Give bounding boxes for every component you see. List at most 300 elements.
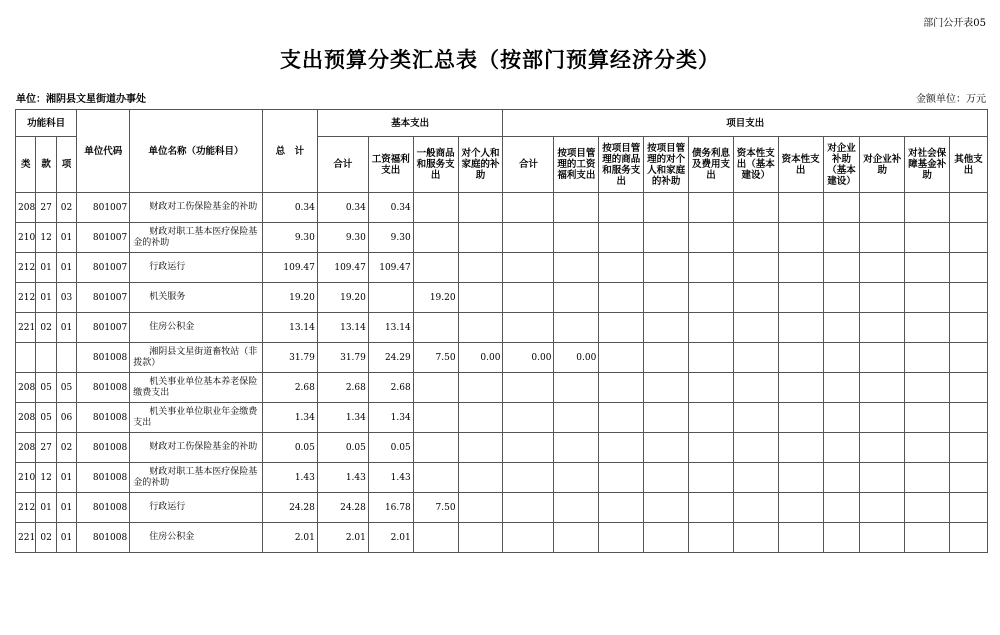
kuan-cell: 12 <box>36 223 56 253</box>
table-row <box>16 253 988 283</box>
table-row <box>16 223 988 253</box>
unit-code-cell: 801007 <box>77 313 130 343</box>
lei-cell: 210 <box>16 223 36 253</box>
goods-cell <box>413 223 458 253</box>
unit-name-cell <box>130 253 263 283</box>
header-capital-basic: 资本性支出（基本建设） <box>733 137 778 193</box>
kuan-cell <box>36 343 56 373</box>
basic-sum-cell: 2.01 <box>317 523 368 553</box>
empty-cell <box>950 433 988 463</box>
wage-cell: 2.68 <box>368 373 413 403</box>
empty-cell <box>599 433 644 463</box>
lei-cell: 208 <box>16 373 36 403</box>
project-wage-cell: 0.00 <box>554 343 599 373</box>
header-project-sum: 合计 <box>503 137 554 193</box>
empty-cell <box>689 493 734 523</box>
goods-cell <box>413 193 458 223</box>
empty-cell <box>860 193 905 223</box>
kuan-cell: 05 <box>36 373 56 403</box>
unit-code-cell: 801007 <box>77 253 130 283</box>
wage-cell: 1.34 <box>368 403 413 433</box>
project-wage-cell <box>554 283 599 313</box>
personal-cell <box>458 493 503 523</box>
unit-code-cell: 801007 <box>77 223 130 253</box>
header-debt-interest: 债务利息及费用支出 <box>689 137 734 193</box>
unit-name-text: 机关事业单位职业年金缴费支出 <box>133 406 258 428</box>
wage-cell: 9.30 <box>368 223 413 253</box>
project-sum-cell <box>503 523 554 553</box>
unit-name-text: 财政对职工基本医疗保险基金的补助 <box>133 466 258 488</box>
empty-cell <box>860 373 905 403</box>
kuan-cell: 02 <box>36 523 56 553</box>
xiang-cell: 02 <box>56 433 76 463</box>
empty-cell <box>644 433 689 463</box>
empty-cell <box>599 343 644 373</box>
unit-name-text: 行政运行 <box>149 262 186 272</box>
empty-cell <box>778 373 823 403</box>
empty-cell <box>950 493 988 523</box>
empty-cell <box>823 403 860 433</box>
empty-cell <box>905 523 950 553</box>
empty-cell <box>644 253 689 283</box>
table-row <box>16 283 988 313</box>
total-cell: 2.68 <box>262 373 317 403</box>
empty-cell <box>860 223 905 253</box>
empty-cell <box>599 283 644 313</box>
personal-cell <box>458 283 503 313</box>
xiang-cell: 01 <box>56 223 76 253</box>
xiang-cell: 01 <box>56 313 76 343</box>
lei-cell <box>16 343 36 373</box>
empty-cell <box>950 523 988 553</box>
header-project-personal: 按项目管理的对个人和家庭的补助 <box>644 137 689 193</box>
lei-cell: 208 <box>16 433 36 463</box>
kuan-cell: 05 <box>36 403 56 433</box>
unit-code-cell: 801008 <box>77 433 130 463</box>
empty-cell <box>644 313 689 343</box>
project-sum-cell <box>503 433 554 463</box>
empty-cell <box>644 493 689 523</box>
empty-cell <box>778 433 823 463</box>
header-social-security: 对社会保障基金补助 <box>905 137 950 193</box>
empty-cell <box>905 493 950 523</box>
empty-cell <box>599 493 644 523</box>
personal-cell <box>458 223 503 253</box>
empty-cell <box>860 493 905 523</box>
empty-cell <box>599 373 644 403</box>
goods-cell <box>413 403 458 433</box>
unit-name-cell <box>130 313 263 343</box>
basic-sum-cell: 13.14 <box>317 313 368 343</box>
empty-cell <box>599 403 644 433</box>
empty-cell <box>860 343 905 373</box>
empty-cell <box>823 433 860 463</box>
total-cell: 9.30 <box>262 223 317 253</box>
empty-cell <box>689 253 734 283</box>
unit-name-text: 湘阴县文星街道畜牧站（非拨款） <box>133 346 258 368</box>
project-sum-cell <box>503 313 554 343</box>
empty-cell <box>778 193 823 223</box>
header-basic-sum: 合计 <box>317 137 368 193</box>
xiang-cell: 03 <box>56 283 76 313</box>
project-sum-cell: 0.00 <box>503 343 554 373</box>
kuan-cell: 02 <box>36 313 56 343</box>
header-unit-code: 单位代码 <box>77 110 130 193</box>
basic-sum-cell: 19.20 <box>317 283 368 313</box>
basic-sum-cell: 24.28 <box>317 493 368 523</box>
header-personal-subsidy: 对个人和家庭的补助 <box>458 137 503 193</box>
lei-cell: 208 <box>16 403 36 433</box>
empty-cell <box>860 463 905 493</box>
empty-cell <box>778 493 823 523</box>
kuan-cell: 12 <box>36 463 56 493</box>
table-body <box>16 193 988 553</box>
page-title: 支出预算分类汇总表（按部门预算经济分类） <box>280 47 720 72</box>
empty-cell <box>905 343 950 373</box>
unit-label: 单位：湘阴县文星街道办事处 <box>16 94 146 105</box>
lei-cell: 221 <box>16 313 36 343</box>
empty-cell <box>823 463 860 493</box>
empty-cell <box>733 223 778 253</box>
personal-cell <box>458 463 503 493</box>
header-goods-services: 一般商品和服务支出 <box>413 137 458 193</box>
kuan-cell: 01 <box>36 283 56 313</box>
unit-name-text: 财政对工伤保险基金的补助 <box>149 202 258 212</box>
empty-cell <box>733 493 778 523</box>
personal-cell <box>458 373 503 403</box>
empty-cell <box>905 313 950 343</box>
unit-code-cell: 801008 <box>77 403 130 433</box>
goods-cell <box>413 463 458 493</box>
personal-cell <box>458 253 503 283</box>
unit-name-cell <box>130 433 263 463</box>
kuan-cell: 27 <box>36 433 56 463</box>
project-sum-cell <box>503 283 554 313</box>
empty-cell <box>644 343 689 373</box>
header-wage: 工资福利支出 <box>368 137 413 193</box>
empty-cell <box>778 223 823 253</box>
empty-cell <box>950 373 988 403</box>
project-sum-cell <box>503 493 554 523</box>
personal-cell <box>458 433 503 463</box>
empty-cell <box>823 373 860 403</box>
table-row <box>16 373 988 403</box>
unit-name-cell <box>130 523 263 553</box>
lei-cell: 208 <box>16 193 36 223</box>
goods-cell: 19.20 <box>413 283 458 313</box>
empty-cell <box>644 283 689 313</box>
empty-cell <box>733 253 778 283</box>
table-row <box>16 193 988 223</box>
empty-cell <box>950 223 988 253</box>
table-row <box>16 463 988 493</box>
unit-name-text: 财政对工伤保险基金的补助 <box>149 442 258 452</box>
header-enterprise: 对企业补助 <box>860 137 905 193</box>
lei-cell: 212 <box>16 283 36 313</box>
empty-cell <box>950 283 988 313</box>
header-function-subject: 功能科目 <box>16 110 77 137</box>
goods-cell <box>413 253 458 283</box>
header-project-goods: 按项目管理的商品和服务支出 <box>599 137 644 193</box>
xiang-cell: 01 <box>56 253 76 283</box>
empty-cell <box>905 403 950 433</box>
basic-sum-cell: 9.30 <box>317 223 368 253</box>
project-wage-cell <box>554 193 599 223</box>
budget-table <box>15 109 988 553</box>
empty-cell <box>778 403 823 433</box>
empty-cell <box>905 223 950 253</box>
unit-name-cell <box>130 193 263 223</box>
unit-code-cell: 801007 <box>77 283 130 313</box>
empty-cell <box>778 283 823 313</box>
unit-name-cell <box>130 403 263 433</box>
project-wage-cell <box>554 403 599 433</box>
empty-cell <box>950 463 988 493</box>
goods-cell: 7.50 <box>413 493 458 523</box>
empty-cell <box>905 463 950 493</box>
unit-code-cell: 801008 <box>77 373 130 403</box>
wage-cell: 16.78 <box>368 493 413 523</box>
personal-cell <box>458 403 503 433</box>
empty-cell <box>905 433 950 463</box>
empty-cell <box>599 223 644 253</box>
header-total: 总 计 <box>262 110 317 193</box>
empty-cell <box>599 253 644 283</box>
empty-cell <box>823 343 860 373</box>
total-cell: 0.34 <box>262 193 317 223</box>
kuan-cell: 01 <box>36 253 56 283</box>
unit-name-text: 财政对职工基本医疗保险基金的补助 <box>133 226 258 248</box>
basic-sum-cell: 2.68 <box>317 373 368 403</box>
project-wage-cell <box>554 373 599 403</box>
unit-name-text: 住房公积金 <box>149 532 195 542</box>
table-row <box>16 313 988 343</box>
xiang-cell: 05 <box>56 373 76 403</box>
empty-cell <box>778 523 823 553</box>
xiang-cell: 06 <box>56 403 76 433</box>
empty-cell <box>689 373 734 403</box>
wage-cell <box>368 283 413 313</box>
empty-cell <box>644 193 689 223</box>
unit-code-cell: 801008 <box>77 463 130 493</box>
project-wage-cell <box>554 433 599 463</box>
project-sum-cell <box>503 463 554 493</box>
wage-cell: 109.47 <box>368 253 413 283</box>
header-unit-name: 单位名称（功能科目） <box>130 110 263 193</box>
project-wage-cell <box>554 463 599 493</box>
lei-cell: 212 <box>16 253 36 283</box>
basic-sum-cell: 1.34 <box>317 403 368 433</box>
empty-cell <box>950 403 988 433</box>
project-sum-cell <box>503 253 554 283</box>
empty-cell <box>733 433 778 463</box>
xiang-cell <box>56 343 76 373</box>
unit-name-cell <box>130 493 263 523</box>
table-row <box>16 403 988 433</box>
table-row <box>16 433 988 463</box>
personal-cell <box>458 193 503 223</box>
total-cell: 19.20 <box>262 283 317 313</box>
unit-name-cell <box>130 343 263 373</box>
amount-unit-label: 金额单位：万元 <box>916 94 986 105</box>
empty-cell <box>823 283 860 313</box>
wage-cell: 2.01 <box>368 523 413 553</box>
empty-cell <box>733 523 778 553</box>
basic-sum-cell: 1.43 <box>317 463 368 493</box>
empty-cell <box>689 283 734 313</box>
table-row <box>16 523 988 553</box>
unit-name-text: 行政运行 <box>149 502 186 512</box>
empty-cell <box>905 283 950 313</box>
project-sum-cell <box>503 223 554 253</box>
empty-cell <box>599 313 644 343</box>
empty-cell <box>644 463 689 493</box>
basic-sum-cell: 31.79 <box>317 343 368 373</box>
unit-code-cell: 801008 <box>77 493 130 523</box>
total-cell: 2.01 <box>262 523 317 553</box>
empty-cell <box>644 523 689 553</box>
empty-cell <box>950 253 988 283</box>
empty-cell <box>778 463 823 493</box>
goods-cell <box>413 433 458 463</box>
table-row <box>16 493 988 523</box>
empty-cell <box>599 463 644 493</box>
project-sum-cell <box>503 193 554 223</box>
header-basic-expenditure: 基本支出 <box>317 110 503 137</box>
empty-cell <box>733 313 778 343</box>
header-capital: 资本性支出 <box>778 137 823 193</box>
total-cell: 24.28 <box>262 493 317 523</box>
empty-cell <box>733 343 778 373</box>
unit-name-cell <box>130 373 263 403</box>
project-wage-cell <box>554 313 599 343</box>
empty-cell <box>599 193 644 223</box>
personal-cell <box>458 523 503 553</box>
empty-cell <box>778 253 823 283</box>
unit-name-text: 机关服务 <box>149 292 186 302</box>
total-cell: 13.14 <box>262 313 317 343</box>
empty-cell <box>823 313 860 343</box>
kuan-cell: 01 <box>36 493 56 523</box>
project-wage-cell <box>554 523 599 553</box>
header-xiang: 项 <box>56 137 76 193</box>
unit-name-cell <box>130 463 263 493</box>
project-sum-cell <box>503 373 554 403</box>
empty-cell <box>905 253 950 283</box>
unit-code-cell: 801008 <box>77 343 130 373</box>
xiang-cell: 01 <box>56 493 76 523</box>
empty-cell <box>950 313 988 343</box>
lei-cell: 212 <box>16 493 36 523</box>
empty-cell <box>778 343 823 373</box>
wage-cell: 1.43 <box>368 463 413 493</box>
empty-cell <box>689 343 734 373</box>
empty-cell <box>689 193 734 223</box>
empty-cell <box>823 193 860 223</box>
empty-cell <box>733 403 778 433</box>
wage-cell: 0.34 <box>368 193 413 223</box>
wage-cell: 24.29 <box>368 343 413 373</box>
lei-cell: 210 <box>16 463 36 493</box>
unit-name-cell <box>130 283 263 313</box>
basic-sum-cell: 0.34 <box>317 193 368 223</box>
unit-name-text: 住房公积金 <box>149 322 195 332</box>
header-project-expenditure: 项目支出 <box>503 110 988 137</box>
empty-cell <box>860 403 905 433</box>
table-row <box>16 343 988 373</box>
goods-cell <box>413 373 458 403</box>
empty-cell <box>860 433 905 463</box>
project-sum-cell <box>503 403 554 433</box>
empty-cell <box>733 373 778 403</box>
empty-cell <box>689 223 734 253</box>
empty-cell <box>778 313 823 343</box>
header-lei: 类 <box>16 137 36 193</box>
empty-cell <box>860 253 905 283</box>
empty-cell <box>644 223 689 253</box>
empty-cell <box>823 523 860 553</box>
personal-cell <box>458 313 503 343</box>
empty-cell <box>644 373 689 403</box>
total-cell: 109.47 <box>262 253 317 283</box>
xiang-cell: 02 <box>56 193 76 223</box>
kuan-cell: 27 <box>36 193 56 223</box>
empty-cell <box>860 283 905 313</box>
empty-cell <box>733 463 778 493</box>
total-cell: 1.43 <box>262 463 317 493</box>
empty-cell <box>689 403 734 433</box>
project-wage-cell <box>554 223 599 253</box>
total-cell: 0.05 <box>262 433 317 463</box>
empty-cell <box>689 463 734 493</box>
goods-cell <box>413 313 458 343</box>
header-enterprise-basic: 对企业补助（基本建设） <box>823 137 860 193</box>
xiang-cell: 01 <box>56 523 76 553</box>
basic-sum-cell: 109.47 <box>317 253 368 283</box>
xiang-cell: 01 <box>56 463 76 493</box>
total-cell: 31.79 <box>262 343 317 373</box>
wage-cell: 13.14 <box>368 313 413 343</box>
project-wage-cell <box>554 253 599 283</box>
basic-sum-cell: 0.05 <box>317 433 368 463</box>
empty-cell <box>689 313 734 343</box>
header-project-wage: 按项目管理的工资福利支出 <box>554 137 599 193</box>
empty-cell <box>599 523 644 553</box>
header-other: 其他支出 <box>950 137 988 193</box>
empty-cell <box>950 343 988 373</box>
empty-cell <box>905 373 950 403</box>
empty-cell <box>860 523 905 553</box>
project-wage-cell <box>554 493 599 523</box>
header-kuan: 款 <box>36 137 56 193</box>
unit-name-cell <box>130 223 263 253</box>
unit-code-cell: 801008 <box>77 523 130 553</box>
empty-cell <box>950 193 988 223</box>
unit-code-cell: 801007 <box>77 193 130 223</box>
table-number-label: 部门公开表05 <box>923 18 986 29</box>
empty-cell <box>689 523 734 553</box>
goods-cell <box>413 523 458 553</box>
empty-cell <box>905 193 950 223</box>
unit-name-text: 机关事业单位基本养老保险缴费支出 <box>133 376 258 398</box>
empty-cell <box>823 493 860 523</box>
empty-cell <box>860 313 905 343</box>
lei-cell: 221 <box>16 523 36 553</box>
total-cell: 1.34 <box>262 403 317 433</box>
goods-cell: 7.50 <box>413 343 458 373</box>
empty-cell <box>823 253 860 283</box>
empty-cell <box>733 193 778 223</box>
